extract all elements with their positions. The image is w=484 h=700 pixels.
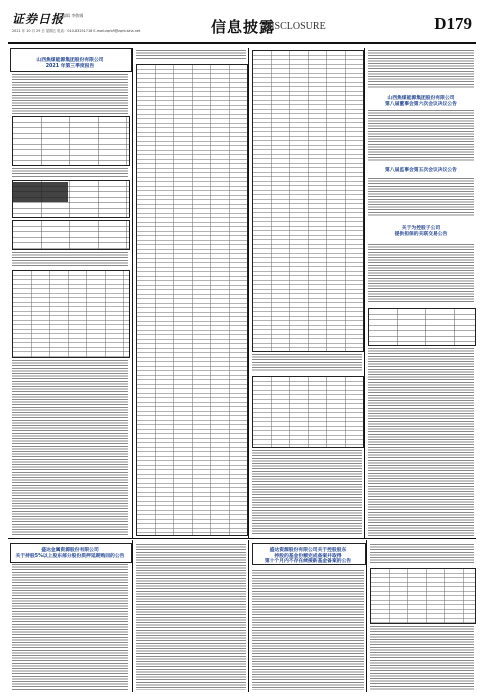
shareholder-table [12,270,130,358]
notice-title: 第八届监事会第五次会议决议公告 [385,168,457,173]
notice-body-text [370,626,474,690]
notice-body-text [368,50,474,88]
notice-body-text [12,564,128,690]
notice-body-text [12,360,128,536]
newspaper-page [8,8,476,692]
notice-body-text [136,50,246,60]
newspaper-logo: 证券日报 [12,12,65,26]
guarantee-table [368,308,476,346]
fund-holdings-table [370,568,476,624]
issue-meta: 2021 年 10 月 29 日 星期五 电话：010-83251716 E-mail:zqrb9@zqrb.sina.net [12,29,141,33]
column-divider [132,48,133,538]
column-divider [248,540,249,692]
notice-title: 关于为控股子公司 提供担保的关联交易公告 [394,226,448,237]
section-title: 信息披露 [211,18,276,36]
table-highlight [12,182,68,202]
notice-body-text [12,252,128,266]
editor-credit: 编辑 李敬娜 [62,13,84,18]
notice-title: 盛达金属资源股份有限公司 关于持股5%以上股东部分股份质押延期购回的公告 [15,548,125,559]
notice-body-text [252,570,364,690]
column-divider [364,48,365,538]
notice-title: 山西焦煤能源集团股份有限公司 第八届董事会第六次会议决议公告 [385,96,457,107]
notice-title: 山西焦煤能源集团股份有限公司 2021 年第三季度报告 [36,58,104,69]
notice-body-text [368,348,474,536]
notice-body-text [368,110,474,162]
notice-body-text [136,544,246,690]
notice-title: 盛达资源股份有限公司关于控股股东 持股的基金份额完成备案并取得 第十个月内不存在续接新基金备案的公告 [264,548,352,565]
notice-body-text [12,74,128,114]
notice-body-text [370,544,474,564]
notice-body-text [252,450,362,536]
section-divider [8,538,476,539]
cash-flow-table [252,50,364,352]
cash-flow-table [252,376,364,448]
column-divider [248,48,249,538]
notice-body-text [368,178,474,216]
notice-body-text [12,168,128,178]
financial-table [12,220,130,250]
notice-body-text [252,354,362,372]
masthead [8,8,476,44]
balance-sheet-table [136,64,248,536]
section-title-en: DISCLOSURE [264,21,326,32]
page-number: D179 [434,14,472,33]
notice-body-text [368,244,474,304]
column-divider [366,540,367,692]
financial-table [12,116,130,166]
column-divider [132,540,133,692]
